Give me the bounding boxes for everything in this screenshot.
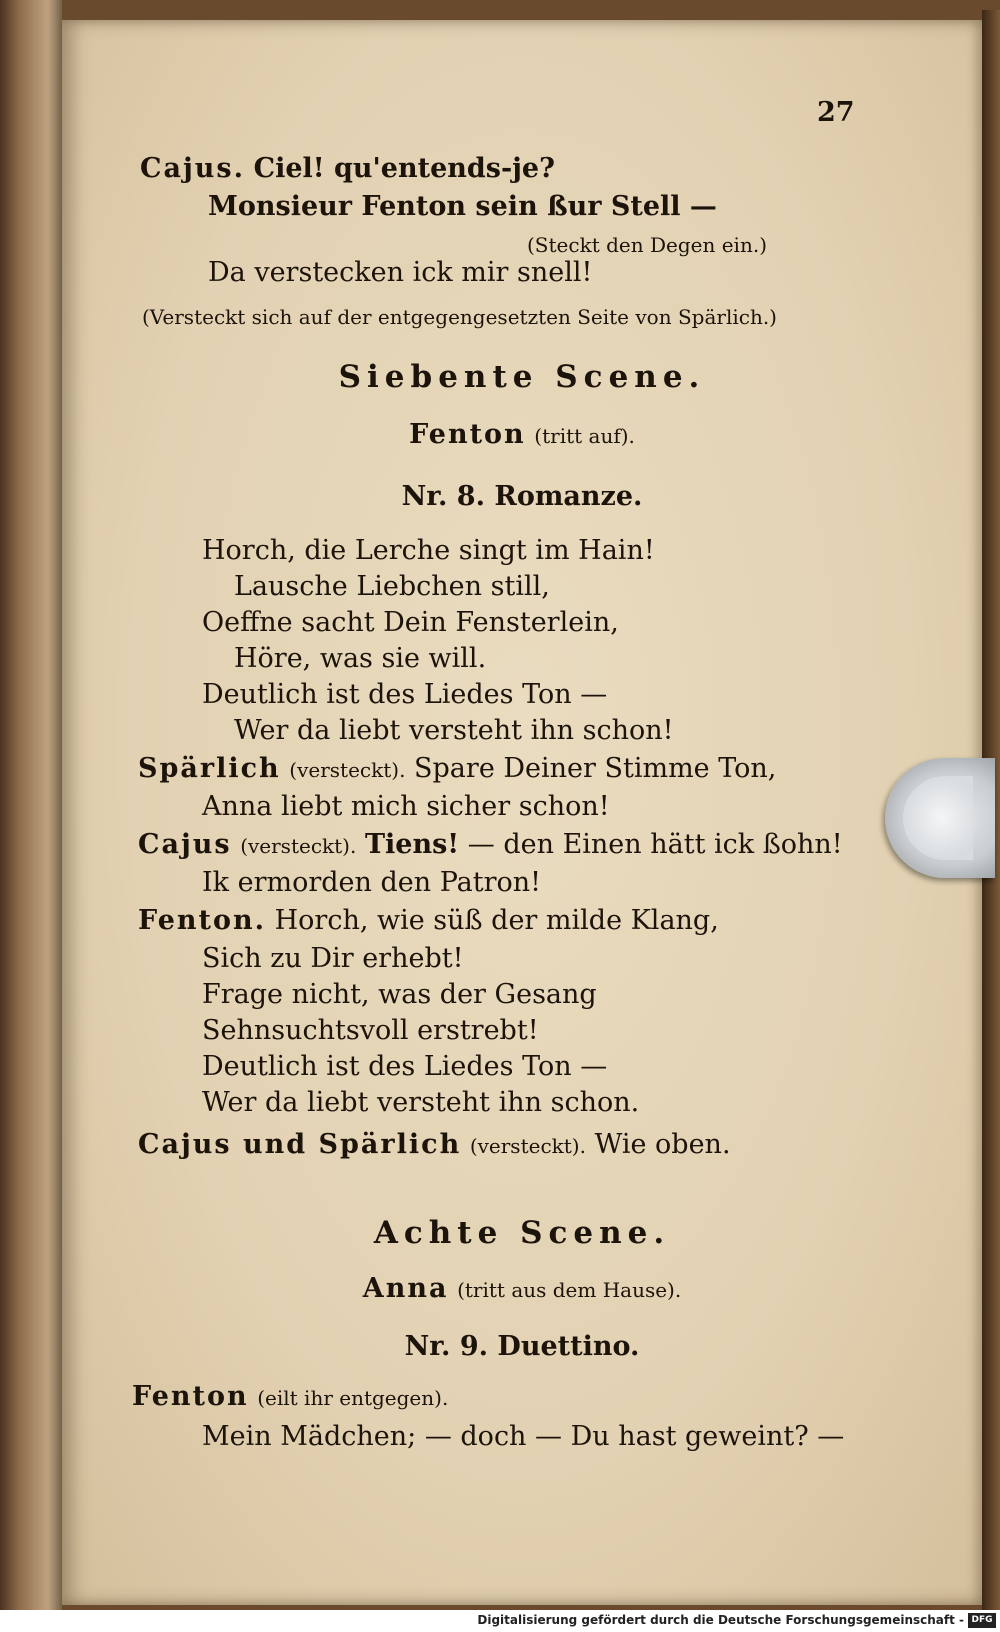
- stage-direction: (eilt ihr entgegen).: [257, 1386, 449, 1410]
- entrance-line: [62, 418, 982, 453]
- speaker-name: Fenton.: [138, 905, 267, 936]
- speaker-name: Cajus und Spärlich: [138, 1129, 462, 1160]
- book-page: [62, 20, 982, 1605]
- dialogue-line: Ik ermorden den Patron!: [202, 867, 542, 898]
- line-spaerlich: [138, 752, 776, 787]
- verse-line: Deutlich ist des Liedes Ton —: [202, 679, 608, 710]
- dialogue-line: Da verstecken ick mir snell!: [208, 257, 593, 288]
- scene-heading: Siebente Scene.: [338, 359, 706, 395]
- dialogue-line: Mein Mädchen; — doch — Du hast geweint? —: [202, 1421, 845, 1452]
- speaker-name: Cajus: [138, 829, 232, 860]
- speaker-name: Spärlich: [138, 753, 281, 784]
- line-cajus-tiens: [138, 828, 843, 863]
- dialogue-text: Wie oben.: [594, 1129, 731, 1160]
- dialogue-line: Monsieur Fenton sein ßur Stell —: [208, 191, 717, 222]
- verse-line: Wer da liebt versteht ihn schon.: [202, 1087, 640, 1118]
- footer-credit: Digitalisierung gefördert durch die Deutsche Forschungsgemeinschaft -: [477, 1613, 964, 1627]
- verse-line: Höre, was sie will.: [234, 643, 487, 674]
- entrance-line: [62, 1272, 982, 1307]
- verse-line: Wer da liebt versteht ihn schon!: [234, 715, 674, 746]
- line-fenton: [138, 904, 719, 938]
- dialogue-text: Spare Deiner Stimme Ton,: [414, 753, 777, 784]
- scene-heading: Achte Scene.: [373, 1215, 671, 1251]
- speaker-name: Fenton: [409, 419, 526, 450]
- line-cajus-spaerlich: [138, 1128, 731, 1163]
- verse-line: Horch, die Lerche singt im Hain!: [202, 535, 655, 566]
- stage-direction: (tritt aus dem Hause).: [457, 1278, 682, 1302]
- left-page-edge: [0, 0, 62, 1610]
- verse-line: Sehnsuchtsvoll erstrebt!: [202, 1015, 539, 1046]
- verse-line: Lausche Liebchen still,: [234, 571, 550, 602]
- stage-direction: (Steckt den Degen ein.): [527, 233, 767, 257]
- page-text: [62, 20, 982, 1605]
- line-fenton-eilt: [132, 1380, 448, 1415]
- dialogue-text: Ciel! qu'entends-je?: [253, 153, 555, 184]
- stage-direction: (tritt auf).: [534, 424, 635, 448]
- stage-direction: (versteckt).: [289, 758, 406, 782]
- footer-bar: [0, 1610, 1000, 1632]
- speaker-name: Cajus.: [140, 153, 245, 184]
- page-clip: [885, 758, 995, 878]
- verse-line: Frage nicht, was der Gesang: [202, 979, 597, 1010]
- stage-direction: (versteckt).: [469, 1134, 586, 1158]
- speaker-name: Fenton: [132, 1381, 249, 1412]
- dfg-logo: DFG: [968, 1613, 996, 1628]
- line-cajus-ciel: [140, 152, 555, 186]
- speaker-name: Anna: [362, 1273, 449, 1304]
- verse-line: Deutlich ist des Liedes Ton —: [202, 1051, 608, 1082]
- number-heading: Nr. 8. Romanze.: [401, 481, 643, 512]
- verse-line: Sich zu Dir erhebt!: [202, 943, 464, 974]
- number-heading: Nr. 9. Duettino.: [404, 1331, 640, 1362]
- dialogue-text: — den Einen hätt ick ßohn!: [467, 829, 843, 860]
- stage-direction: (versteckt).: [240, 834, 357, 858]
- dialogue-text: Horch, wie süß der milde Klang,: [274, 905, 719, 936]
- page-number: 27: [817, 97, 855, 128]
- dialogue-text: Tiens!: [364, 829, 460, 860]
- verse-line: Oeffne sacht Dein Fensterlein,: [202, 607, 619, 638]
- stage-direction: (Versteckt sich auf der entgegengesetzten Seite von Spärlich.): [142, 305, 777, 329]
- dialogue-line: Anna liebt mich sicher schon!: [202, 791, 610, 822]
